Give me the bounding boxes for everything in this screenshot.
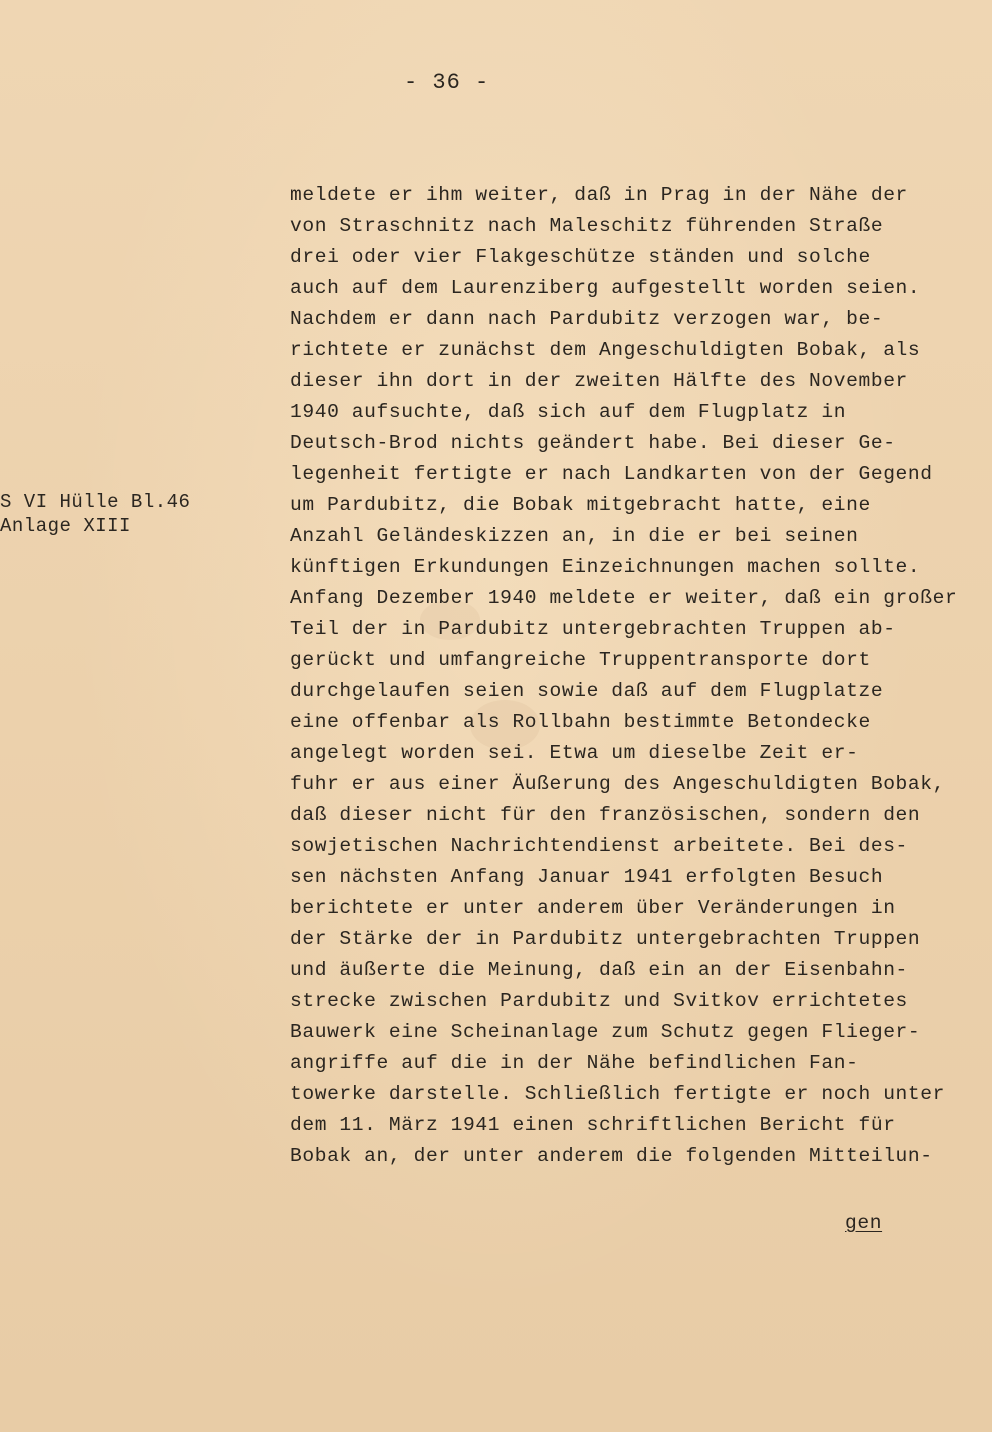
- text-line: durchgelaufen seien sowie daß auf dem Flugplatze: [290, 680, 884, 702]
- text-line: towerke darstelle. Schließlich fertigte er noch unter: [290, 1083, 945, 1105]
- text-line: und äußerte die Meinung, daß ein an der Eisenbahn-: [290, 959, 908, 981]
- text-line: Bobak an, der unter anderem die folgenden Mitteilun-: [290, 1145, 933, 1167]
- text-line: fuhr er aus einer Äußerung des Angeschuldigten Bobak,: [290, 773, 945, 795]
- text-line: Teil der in Pardubitz untergebrachten Truppen ab-: [290, 618, 896, 640]
- text-line: richtete er zunächst dem Angeschuldigten Bobak, als: [290, 339, 921, 361]
- text-line: Nachdem er dann nach Pardubitz verzogen war, be-: [290, 308, 884, 330]
- text-line: legenheit fertigte er nach Landkarten von der Gegend: [290, 463, 933, 485]
- text-line: angelegt worden sei. Etwa um dieselbe Zeit er-: [290, 742, 859, 764]
- text-line: daß dieser nicht für den französischen, sondern den: [290, 804, 921, 826]
- text-line: dieser ihn dort in der zweiten Hälfte des November: [290, 370, 908, 392]
- text-line: sowjetischen Nachrichtendienst arbeitete. Bei des-: [290, 835, 908, 857]
- text-line: dem 11. März 1941 einen schriftlichen Bericht für: [290, 1114, 896, 1136]
- text-line: Bauwerk eine Scheinanlage zum Schutz gegen Flieger-: [290, 1021, 921, 1043]
- text-line: von Straschnitz nach Maleschitz führenden Straße: [290, 215, 884, 237]
- text-line: angriffe auf die in der Nähe befindlichen Fan-: [290, 1052, 859, 1074]
- text-line: Anzahl Geländeskizzen an, in die er bei seinen: [290, 525, 859, 547]
- page-number: - 36 -: [404, 70, 490, 95]
- margin-note-line: S VI Hülle Bl.46: [0, 491, 191, 513]
- text-line: berichtete er unter anderem über Veränderungen in: [290, 897, 896, 919]
- text-line: um Pardubitz, die Bobak mitgebracht hatte, eine: [290, 494, 871, 516]
- text-line: drei oder vier Flakgeschütze ständen und solche: [290, 246, 871, 268]
- catchword: gen: [845, 1212, 883, 1234]
- text-line: strecke zwischen Pardubitz und Svitkov errichtetes: [290, 990, 908, 1012]
- margin-reference-note: [0, 490, 190, 538]
- text-line: Deutsch-Brod nichts geändert habe. Bei dieser Ge-: [290, 432, 896, 454]
- text-line: der Stärke der in Pardubitz untergebrachten Truppen: [290, 928, 921, 950]
- text-line: eine offenbar als Rollbahn bestimmte Betondecke: [290, 711, 871, 733]
- text-line: 1940 aufsuchte, daß sich auf dem Flugplatz in: [290, 401, 847, 423]
- text-line: gerückt und umfangreiche Truppentransporte dort: [290, 649, 871, 671]
- text-line: auch auf dem Laurenziberg aufgestellt worden seien.: [290, 277, 921, 299]
- text-line: sen nächsten Anfang Januar 1941 erfolgten Besuch: [290, 866, 884, 888]
- text-line: Anfang Dezember 1940 meldete er weiter, daß ein großer: [290, 587, 958, 609]
- text-line: künftigen Erkundungen Einzeichnungen machen sollte.: [290, 556, 921, 578]
- body-text: [290, 180, 980, 1172]
- text-line: meldete er ihm weiter, daß in Prag in der Nähe der: [290, 184, 908, 206]
- margin-note-line: Anlage XIII: [0, 515, 131, 537]
